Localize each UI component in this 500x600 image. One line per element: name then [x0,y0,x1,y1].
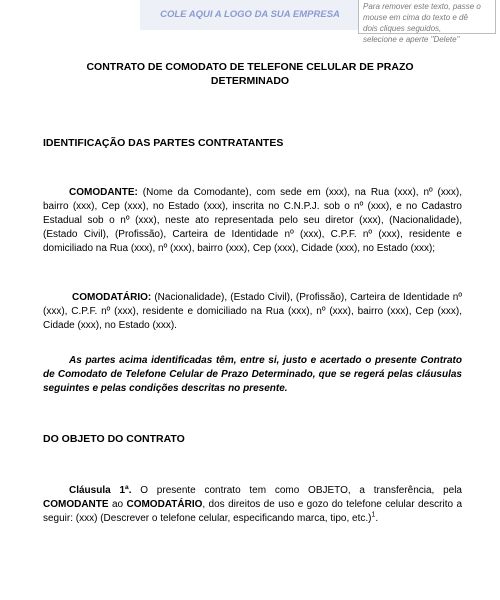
clause-1-comodatario: COMODATÁRIO [126,499,203,510]
agreement-text: As partes acima identificadas têm, entre si, justo e acertado o presente Contrato de Comodato de Telefone Celular de Prazo Determinado, que se regerá pelas cláusulas seguintes e pelas condições descritas no presente. [43,355,462,394]
clause-1-text: O presente contrato tem como OBJETO, a transferência, pela [131,485,462,496]
clause-1-end: . [375,513,379,524]
comodante-paragraph [43,186,462,256]
logo-placeholder: COLE AQUI A LOGO DA SUA EMPRESA [140,0,360,30]
clause-1-label: Cláusula 1ª. [69,485,132,496]
clause-1-text: ao [108,499,127,510]
document-title: CONTRATO DE COMODATO DE TELEFONE CELULAR DE PRAZO DETERMINADO [86,61,414,87]
comodatario-paragraph [43,291,462,333]
agreement-paragraph [43,354,462,396]
comodatario-label: COMODATÁRIO: [72,292,152,303]
removal-hint-box[interactable] [358,0,496,44]
hint-line: mouse em cima do texto e dê [363,13,468,22]
footnote-marker[interactable]: 1 [371,511,376,519]
hint-line: Para remover este texto, passe o [363,2,481,11]
comodatario-text: (Nacionalidade), (Estado Civil), (Profissão), Carteira de Identidade nº (xxx), C.P.F. nº (xxx), residente e domiciliado na Rua (xxx), nº (xxx), bairro (xxx), Cep (xxx), Cidade (xxx), no Estado (xxx). [43,292,462,331]
clause-1-text: , dos direitos de uso e gozo do telefone celular descrito a seguir: (xxx) (Descrever o telefone celular, especificando marca, tipo, etc.) [43,499,463,524]
section-heading-object: DO OBJETO DO CONTRATO [43,433,185,445]
comodante-text: (Nome da Comodante), com sede em (xxx), na Rua (xxx), nº (xxx), bairro (xxx), Cep (xxx), no Estado (xxx), inscrita no C.N.P.J. sob o nº (xxx), e no Cadastro Estadual sob o nº (xxx), neste ato representada pelo seu diretor (xxx), (Nacionalidade), (Estado Civil), (Profissão), Carteira de Identidade nº (xxx), C.P.F. nº (xxx), residente e domiciliado na Rua (xxx), nº (xxx), bairro (xxx), Cep (xxx), Cidade (xxx), no Estado (xxx); [43,187,462,254]
clause-1-paragraph [43,484,462,526]
clause-1-comodante: COMODANTE [43,499,109,510]
hint-line: selecione e aperte "Delete" [363,35,460,44]
section-heading-parties: IDENTIFICAÇÃO DAS PARTES CONTRATANTES [43,137,284,149]
comodante-label: COMODANTE: [69,187,138,198]
hint-line: dois cliques seguidos, [363,24,442,33]
